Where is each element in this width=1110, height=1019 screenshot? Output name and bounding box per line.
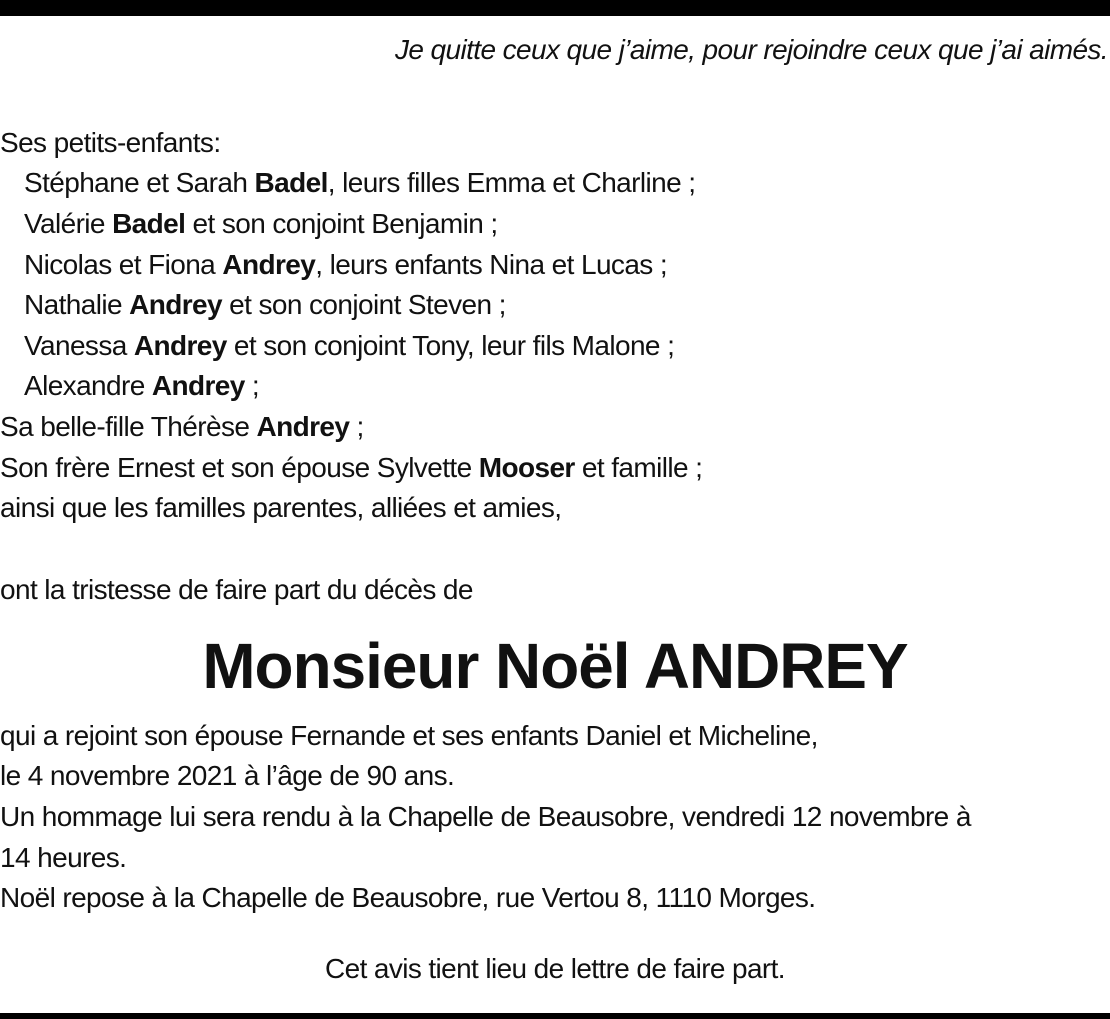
- family-line-text: et son conjoint Steven ;: [222, 289, 506, 320]
- daughter-in-law-line: [0, 410, 364, 444]
- details-line: qui a rejoint son épouse Fernande et ses enfants Daniel et Micheline,: [0, 720, 818, 751]
- announcement-line: ont la tristesse de faire part du décès de: [0, 574, 473, 605]
- family-line-text: Valérie: [24, 208, 113, 239]
- relatives-line: ainsi que les familles parentes, alliées et amies,: [0, 492, 562, 523]
- family-surname: Mooser: [478, 452, 575, 483]
- family-line: [24, 207, 498, 241]
- closing-note: Cet avis tient lieu de lettre de faire part.: [325, 953, 785, 984]
- details-line: Un hommage lui sera rendu à la Chapelle de Beausobre, vendredi 12 novembre à: [0, 801, 971, 832]
- family-line: [24, 369, 259, 403]
- family-line-text: ;: [349, 411, 364, 442]
- bottom-rule: [0, 1013, 1110, 1019]
- family-line-text: Nicolas et Fiona: [24, 249, 223, 280]
- family-line-text: et famille ;: [574, 452, 703, 483]
- family-line-text: et son conjoint Tony, leur fils Malone ;: [226, 330, 675, 361]
- family-line-text: et son conjoint Benjamin ;: [185, 208, 498, 239]
- family-line-text: Nathalie: [24, 289, 130, 320]
- family-surname: Andrey: [151, 370, 245, 401]
- family-line: [24, 248, 667, 282]
- top-rule: [0, 0, 1110, 16]
- family-line-text: , leurs filles Emma et Charline ;: [327, 167, 696, 198]
- family-line-text: , leurs enfants Nina et Lucas ;: [315, 249, 668, 280]
- family-surname: Andrey: [256, 411, 350, 442]
- brother-line: [0, 451, 702, 485]
- family-surname: Andrey: [222, 249, 316, 280]
- epigraph-quote: Je quitte ceux que j’aime, pour rejoindre ceux que j’ai aimés.: [395, 34, 1108, 65]
- details-line: Noël repose à la Chapelle de Beausobre, rue Vertou 8, 1110 Morges.: [0, 882, 816, 913]
- family-line-text: Son frère Ernest et son épouse Sylvette: [0, 452, 479, 483]
- family-surname: Badel: [112, 208, 186, 239]
- family-surname: Andrey: [129, 289, 222, 320]
- family-line: [24, 329, 674, 363]
- details-line: 14 heures.: [0, 842, 127, 873]
- grandchildren-heading: Ses petits-enfants:: [0, 127, 221, 158]
- family-line-text: Sa belle-fille Thérèse: [0, 411, 257, 442]
- family-line: [24, 288, 506, 322]
- family-line-text: ;: [244, 370, 260, 401]
- family-line-text: Stéphane et Sarah: [24, 167, 255, 198]
- family-line-text: Vanessa: [24, 330, 134, 361]
- family-surname: Andrey: [133, 330, 227, 361]
- details-line: le 4 novembre 2021 à l’âge de 90 ans.: [0, 760, 455, 791]
- family-line: [24, 166, 695, 200]
- deceased-name: Monsieur Noël ANDREY: [202, 630, 908, 702]
- family-surname: Badel: [254, 167, 328, 198]
- family-line-text: Alexandre: [24, 370, 152, 401]
